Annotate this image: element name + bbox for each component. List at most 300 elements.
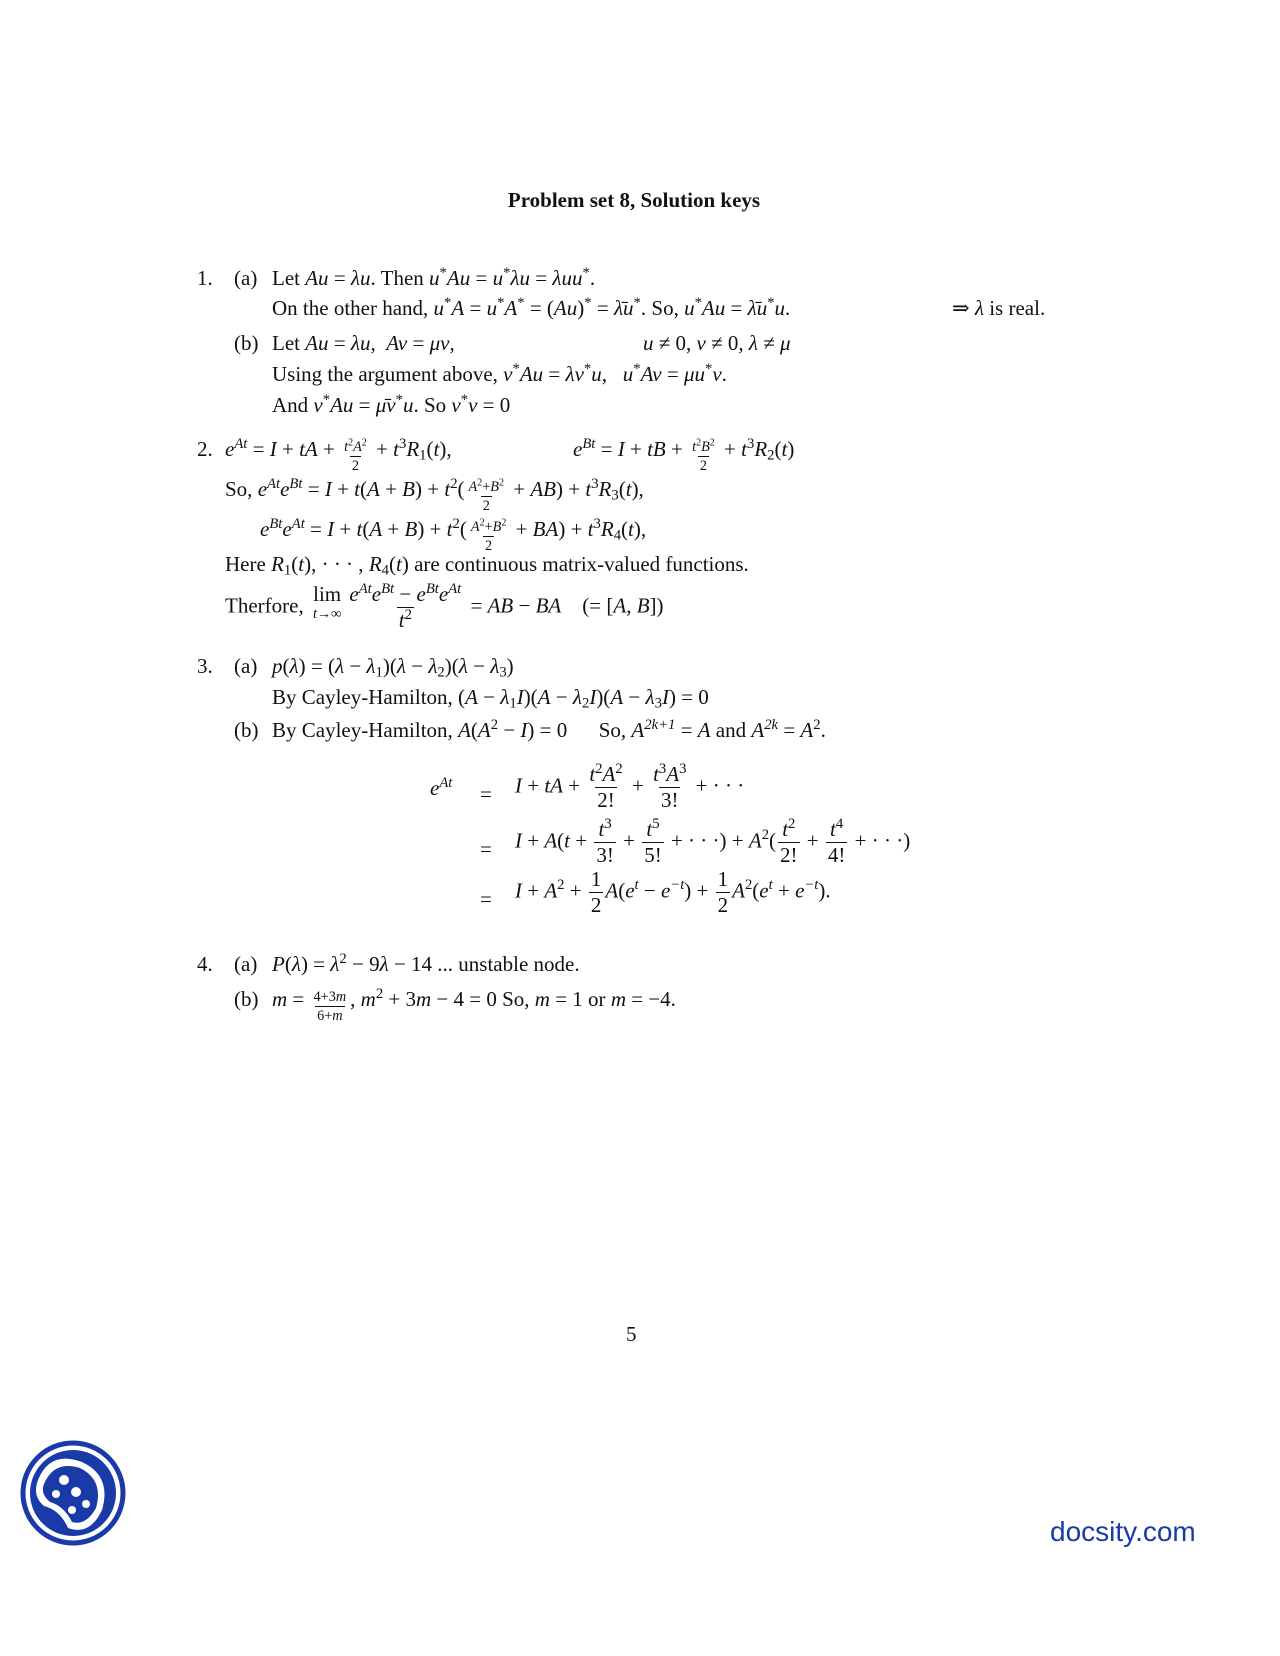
superscript: 2	[479, 517, 485, 529]
math-text: . So,	[640, 296, 685, 320]
p1-b-line2	[272, 360, 727, 386]
math-text: ),	[631, 477, 644, 501]
fraction-numerator	[467, 477, 506, 496]
math-symbol: u	[643, 331, 654, 355]
math-symbol: v	[696, 331, 706, 355]
math-text: +	[563, 773, 586, 798]
superscript: At	[234, 435, 248, 452]
superscript: 2	[450, 475, 458, 492]
math-text: ])	[649, 593, 664, 618]
math-symbol: m	[332, 1008, 343, 1025]
math-text: (	[388, 552, 396, 576]
fraction	[690, 437, 717, 475]
math-text: ) =	[300, 952, 331, 976]
math-symbol: u	[684, 296, 695, 320]
superscript: *	[395, 391, 403, 408]
part-a-label: (a)	[234, 952, 258, 976]
math-symbol: e	[371, 582, 382, 606]
math-symbol: λ	[289, 654, 299, 678]
superscript: 2	[744, 877, 753, 894]
fraction	[587, 760, 624, 812]
math-text: +	[624, 437, 648, 461]
superscript: −t	[804, 877, 819, 894]
math-symbol: t	[625, 477, 632, 501]
p2-line3	[260, 515, 647, 555]
superscript: At	[358, 580, 372, 597]
math-text: ).	[818, 878, 831, 903]
math-symbol: t	[344, 439, 349, 456]
math-symbol: Au	[446, 266, 471, 290]
p2-line1	[225, 435, 452, 475]
math-text: (	[426, 437, 434, 461]
p1-b-conditions	[643, 333, 791, 354]
math-text: (	[362, 517, 370, 541]
math-symbol: m	[534, 987, 550, 1011]
math-symbol: e	[280, 477, 290, 501]
math-symbol: I	[515, 828, 522, 853]
math-symbol: e	[225, 437, 235, 461]
math-text: 2	[717, 893, 729, 917]
page-title: Problem set 8, Solution keys	[507, 188, 761, 212]
subscript: 3	[654, 695, 662, 712]
math-text: ,	[350, 987, 361, 1011]
math-text: + 3	[383, 987, 416, 1011]
p1-a-conclusion	[952, 298, 1045, 319]
math-text: . So	[413, 393, 452, 417]
fraction-numerator	[597, 815, 614, 842]
superscript: 2	[361, 437, 367, 449]
superscript: *	[444, 294, 452, 311]
superscript: 3	[679, 760, 687, 777]
math-text: ) = 0	[668, 685, 709, 709]
superscript: Bt	[381, 580, 395, 597]
math-symbol: R	[406, 437, 420, 461]
math-text: =	[287, 987, 310, 1011]
superscript: 2k	[764, 716, 779, 733]
math-text: − 14 ... unstable node.	[388, 952, 580, 976]
superscript: 2	[501, 517, 507, 529]
math-text: (	[457, 477, 465, 501]
math-symbol: I	[327, 517, 335, 541]
limit-subscript: t→∞	[312, 606, 342, 622]
math-text: ),	[633, 517, 647, 541]
math-symbol: A	[367, 477, 380, 501]
math-symbol: B	[701, 439, 710, 456]
p4-a-line1	[272, 950, 580, 976]
math-symbol: B	[402, 477, 415, 501]
superscript: 2	[348, 437, 354, 449]
math-symbol: λ	[458, 654, 468, 678]
math-symbol: λuu	[552, 266, 583, 290]
math-text: =	[675, 718, 698, 742]
math-text: ),	[439, 437, 452, 461]
math-text: +	[772, 878, 796, 903]
math-text: ≠ 0,	[705, 331, 749, 355]
math-symbol: R	[271, 552, 284, 576]
display-row-2	[515, 815, 911, 867]
math-symbol: e	[260, 517, 270, 541]
math-symbol: Au	[330, 393, 354, 417]
math-symbol: t	[830, 817, 836, 841]
math-text: ), · · · ,	[304, 552, 369, 576]
fraction-numerator	[644, 815, 661, 842]
math-text: 2!	[597, 788, 615, 812]
math-text: 3!	[596, 843, 614, 867]
subscript: 3	[499, 664, 507, 681]
math-text: )(	[523, 685, 538, 709]
math-text: (	[557, 828, 565, 853]
math-symbol: R	[598, 477, 612, 501]
math-symbol: t	[433, 437, 440, 461]
math-symbol: λ	[379, 952, 389, 976]
superscript: 4	[835, 815, 844, 832]
p1-a-line2	[272, 294, 791, 320]
math-text: =	[530, 266, 553, 290]
math-symbol: I	[589, 685, 597, 709]
fraction-numerator	[347, 580, 463, 607]
math-symbol: I	[515, 773, 522, 798]
math-symbol: u	[433, 296, 445, 320]
math-text: is real.	[983, 296, 1046, 320]
math-text: +	[801, 828, 824, 853]
math-symbol: t	[354, 477, 360, 501]
math-symbol: t	[564, 828, 571, 853]
superscript: 3	[591, 475, 599, 492]
math-text: −	[513, 593, 536, 618]
display-equals-3: =	[480, 887, 492, 911]
subscript: 2	[581, 695, 590, 712]
math-symbol: m	[335, 989, 347, 1006]
math-symbol: t	[653, 762, 659, 786]
math-symbol: I	[515, 878, 522, 903]
math-symbol: A	[353, 439, 362, 456]
fraction-numerator	[690, 437, 717, 456]
math-symbol: Av	[386, 331, 408, 355]
part-b-label: (b)	[234, 987, 259, 1011]
math-text: = 0	[477, 393, 511, 417]
math-symbol: A	[544, 878, 558, 903]
math-text: +	[522, 773, 545, 798]
superscript: *	[694, 294, 702, 311]
math-symbol: e	[660, 878, 671, 903]
math-text: ≠ 0,	[653, 331, 697, 355]
display-row-1	[515, 760, 745, 812]
math-text: and	[710, 718, 752, 742]
math-symbol: A	[468, 479, 478, 496]
math-text: .	[785, 296, 791, 320]
math-text: 1	[717, 867, 729, 891]
math-text: +	[370, 437, 394, 461]
math-symbol: I	[661, 685, 669, 709]
math-text: 6+	[317, 1008, 333, 1025]
math-text: (	[621, 517, 629, 541]
superscript: Bt	[425, 580, 439, 597]
math-symbol: A	[477, 718, 491, 742]
math-text: By Cayley-Hamilton, (	[272, 685, 466, 709]
math-text: And	[272, 393, 314, 417]
problem-number-1: 1.	[197, 266, 213, 290]
math-symbol: v	[712, 362, 722, 386]
math-symbol: u	[486, 296, 498, 320]
math-symbol: Au	[701, 296, 726, 320]
math-text: (	[618, 878, 626, 903]
superscript: 2	[761, 827, 770, 844]
math-symbol: λu	[510, 266, 531, 290]
math-symbol: λ̄u	[613, 296, 634, 320]
fraction	[778, 815, 800, 867]
math-symbol: A	[605, 878, 619, 903]
superscript: 2	[696, 437, 702, 449]
math-symbol: λ	[330, 952, 340, 976]
superscript: 2	[339, 950, 347, 967]
math-symbol: u	[492, 266, 504, 290]
math-symbol: u	[402, 393, 414, 417]
math-symbol: λ	[366, 654, 376, 678]
superscript: *	[582, 264, 590, 281]
math-text: + · · ·	[690, 773, 745, 798]
superscript: *	[517, 294, 525, 311]
superscript: 2	[499, 477, 505, 489]
math-text: =	[661, 362, 684, 386]
math-text: (	[769, 828, 777, 853]
subscript: 1	[375, 664, 383, 681]
math-symbol: m	[360, 987, 376, 1011]
math-symbol: u	[429, 266, 440, 290]
problem-number-4: 4.	[197, 952, 213, 976]
math-symbol: t	[628, 517, 634, 541]
math-symbol: A	[465, 685, 478, 709]
fraction-numerator	[780, 815, 797, 842]
math-symbol: A	[697, 718, 711, 742]
p2-line2	[225, 475, 644, 515]
superscript: At	[267, 475, 281, 492]
math-text: +	[665, 437, 689, 461]
math-text: +	[718, 437, 742, 461]
math-symbol: μu	[683, 362, 705, 386]
superscript: 2	[404, 606, 412, 623]
math-text: 2	[485, 538, 493, 555]
math-symbol: t	[393, 437, 399, 461]
math-symbol: t	[692, 439, 697, 456]
superscript: *	[439, 264, 447, 281]
math-text: (	[774, 437, 782, 461]
superscript: *	[497, 294, 505, 311]
display-equals-2: =	[480, 837, 492, 861]
superscript: 2	[595, 760, 603, 777]
math-text: )(	[596, 685, 611, 709]
math-symbol: m	[416, 987, 432, 1011]
math-text: =	[302, 477, 325, 501]
math-symbol: B	[492, 519, 502, 536]
math-symbol: t	[298, 552, 305, 576]
math-text: . Then	[370, 266, 430, 290]
math-text: Therfore,	[225, 593, 309, 618]
superscript: *	[633, 294, 641, 311]
superscript: *	[460, 391, 469, 408]
fraction	[469, 517, 508, 555]
math-symbol: Au	[553, 296, 578, 320]
fraction	[594, 815, 616, 867]
superscript: Bt	[289, 475, 303, 492]
limit-operator	[313, 584, 341, 621]
math-text: )	[577, 296, 585, 320]
math-symbol: AB	[530, 477, 557, 501]
math-symbol: A	[470, 519, 480, 536]
superscript: −t	[670, 877, 685, 894]
superscript: *	[584, 294, 592, 311]
math-symbol: R	[368, 552, 382, 576]
math-symbol: tA	[544, 773, 564, 798]
superscript: 2	[375, 985, 384, 1002]
math-symbol: t	[782, 817, 789, 841]
math-symbol: t	[598, 817, 605, 841]
math-text: +	[484, 519, 493, 536]
superscript: At	[448, 580, 462, 597]
fraction-denominator	[826, 842, 848, 866]
math-text: −	[638, 878, 661, 903]
superscript: 3	[746, 435, 755, 452]
math-text: ) +	[558, 517, 588, 541]
fraction-numerator	[312, 990, 349, 1006]
math-text: ,	[626, 593, 637, 618]
math-symbol: v	[313, 393, 323, 417]
math-symbol: v	[451, 393, 461, 417]
fraction-denominator	[350, 456, 361, 473]
math-symbol: A	[544, 828, 558, 853]
fraction-denominator	[642, 842, 664, 866]
subscript: 3	[611, 487, 619, 504]
math-text: =	[725, 296, 748, 320]
math-text: )	[787, 437, 795, 461]
fraction-numerator	[587, 760, 624, 787]
part-b-label: (b)	[234, 718, 259, 742]
fraction-denominator	[595, 787, 617, 811]
math-symbol: λ	[572, 685, 582, 709]
math-symbol: B	[490, 479, 500, 496]
math-symbol: p	[272, 654, 283, 678]
math-text: (	[752, 878, 760, 903]
p2-line4	[225, 552, 749, 579]
math-symbol: Au	[519, 362, 544, 386]
math-text: =	[247, 437, 270, 461]
p2-limit-line	[225, 580, 664, 632]
math-symbol: e	[282, 517, 292, 541]
math-text: .	[721, 362, 727, 386]
math-text: Here	[225, 552, 272, 576]
display-equals-1: =	[480, 782, 492, 806]
math-text: (	[360, 477, 367, 501]
page-number: 5	[626, 1322, 637, 1346]
fraction-denominator	[594, 842, 616, 866]
subscript: 2	[437, 664, 445, 681]
math-symbol: A	[751, 718, 765, 742]
math-text: (= [	[561, 593, 614, 618]
fraction-denominator	[659, 787, 681, 811]
fraction	[826, 815, 848, 867]
math-text: ) = 0 So,	[527, 718, 632, 742]
p1-b-line1	[272, 333, 455, 354]
subscript: 1	[509, 695, 517, 712]
math-text: =	[328, 266, 351, 290]
superscript: *	[512, 360, 520, 377]
math-symbol: I	[520, 718, 528, 742]
math-text: ) +	[556, 477, 586, 501]
math-text: +	[379, 477, 403, 501]
math-symbol: A	[458, 718, 471, 742]
math-text: (	[618, 477, 626, 501]
math-text: −	[394, 582, 417, 606]
math-symbol: AB	[487, 593, 514, 618]
math-text: −	[623, 685, 646, 709]
math-symbol: e	[625, 878, 635, 903]
superscript: 2	[615, 760, 623, 777]
math-symbol: λ	[748, 331, 758, 355]
subscript: 2	[767, 447, 775, 464]
math-symbol: e	[416, 582, 426, 606]
math-text: =	[304, 517, 328, 541]
math-text: )	[506, 654, 514, 678]
superscript: At	[291, 515, 305, 532]
math-text: =	[328, 331, 351, 355]
display-lhs	[430, 774, 453, 800]
math-text: 2	[699, 458, 707, 475]
math-symbol: t	[589, 762, 596, 786]
math-text: (	[291, 552, 299, 576]
math-symbol: μv	[429, 331, 450, 355]
math-text: +	[482, 479, 491, 496]
math-text: On the other hand,	[272, 296, 434, 320]
superscript: *	[633, 360, 641, 377]
math-text: +	[522, 878, 545, 903]
math-symbol: BA	[532, 517, 559, 541]
fraction-denominator	[315, 1006, 345, 1023]
fraction-denominator	[589, 892, 604, 916]
math-text: +	[508, 477, 531, 501]
math-text: +	[570, 828, 593, 853]
p2-line1-right	[573, 435, 795, 475]
math-symbol: A	[732, 878, 745, 903]
math-text: 4!	[827, 843, 846, 867]
superscript: 2	[490, 716, 499, 733]
math-text: ) +	[684, 878, 714, 903]
math-symbol: λ	[500, 685, 510, 709]
math-symbol: e	[759, 878, 769, 903]
math-text: +	[522, 828, 545, 853]
fraction	[651, 760, 688, 812]
math-symbol: u	[774, 296, 786, 320]
math-symbol: m	[272, 987, 288, 1011]
math-symbol: tA	[299, 437, 318, 461]
math-text: = (	[524, 296, 554, 320]
p4-b-line1	[272, 985, 676, 1025]
docsity-brand-link[interactable]: docsity.com	[1050, 1516, 1196, 1547]
math-symbol: R	[600, 517, 614, 541]
math-symbol: t	[444, 477, 451, 501]
math-symbol: I	[324, 477, 332, 501]
fraction	[312, 990, 349, 1024]
fraction-denominator	[716, 892, 731, 916]
math-symbol: A	[602, 762, 616, 786]
math-text: 1	[590, 867, 602, 891]
math-symbol: I	[516, 685, 524, 709]
math-symbol: Au	[305, 266, 329, 290]
math-text: (	[282, 654, 290, 678]
math-symbol: t	[587, 517, 594, 541]
math-text: ,	[601, 362, 623, 386]
fraction-numerator	[342, 437, 369, 456]
math-symbol: λ	[974, 296, 984, 320]
superscript: At	[439, 774, 453, 791]
